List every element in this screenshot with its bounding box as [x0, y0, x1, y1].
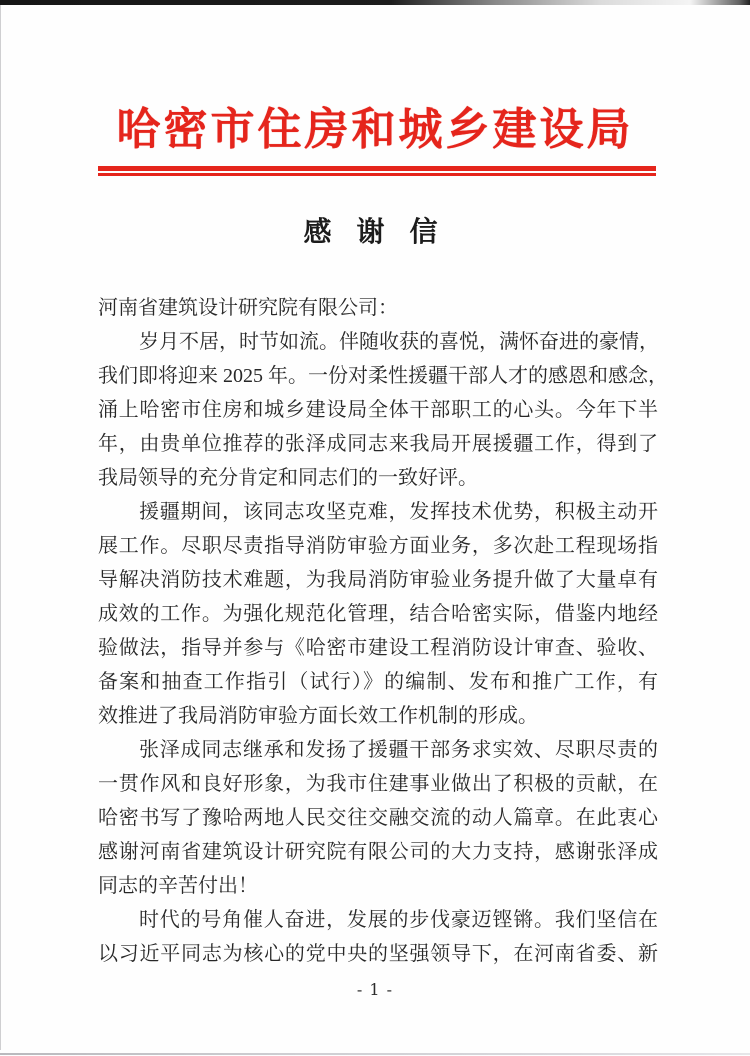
scan-top-edge-artifact — [0, 0, 750, 5]
letterhead-org-title: 哈密市住房和城乡建设局 — [116, 105, 634, 154]
page-number: - 1 - — [356, 980, 394, 999]
body-line: 一贯作风和良好形象，为我市住建事业做出了积极的贡献，在 — [98, 773, 658, 795]
letterhead-double-rule — [98, 166, 656, 176]
body-line: 岁月不居，时节如流。伴随收获的喜悦，满怀奋进的豪情， — [139, 331, 659, 353]
body-line: 年，由贵单位推荐的张泽成同志来我局开展援疆工作，得到了 — [98, 433, 658, 455]
body-line: 我局领导的充分肯定和同志们的一致好评。 — [98, 467, 478, 489]
body-line: 涌上哈密市住房和城乡建设局全体干部职工的心头。今年下半 — [98, 399, 658, 421]
scan-left-edge-artifact — [0, 5, 1, 1050]
body-line: 展工作。尽职尽责指导消防审验方面业务，多次赴工程现场指 — [98, 535, 658, 557]
letter-body — [98, 291, 668, 971]
body-line: 效推进了我局消防审验方面长效工作机制的形成。 — [98, 705, 538, 727]
body-line: 哈密书写了豫哈两地人民交往交融交流的动人篇章。在此衷心 — [98, 807, 658, 829]
body-line: 验做法，指导并参与《哈密市建设工程消防设计审查、验收、 — [98, 637, 658, 659]
document-title: 感 谢 信 — [303, 217, 447, 248]
body-line: 时代的号角催人奋进，发展的步伐豪迈铿锵。我们坚信在 — [139, 909, 658, 931]
body-line: 同志的辛苦付出！ — [98, 875, 258, 897]
body-line: 导解决消防技术难题，为我局消防审验业务提升做了大量卓有 — [98, 569, 658, 591]
body-line: 成效的工作。为强化规范化管理，结合哈密实际，借鉴内地经 — [98, 603, 658, 625]
rule-thin-line — [98, 173, 656, 176]
body-line: 备案和抽查工作指引（试行）》的编制、发布和推广工作，有 — [98, 671, 658, 693]
body-line: 感谢河南省建筑设计研究院有限公司的大力支持，感谢张泽成 — [98, 841, 658, 863]
body-line: 张泽成同志继承和发扬了援疆干部务求实效、尽职尽责的 — [139, 739, 658, 761]
scan-bottom-edge-artifact — [0, 1053, 750, 1055]
body-line: 河南省建筑设计研究院有限公司： — [98, 297, 398, 319]
body-line: 以习近平同志为核心的党中央的坚强领导下，在河南省委、新 — [98, 943, 658, 965]
body-line: 援疆期间，该同志攻坚克难，发挥技术优势，积极主动开 — [139, 501, 658, 523]
body-line: 我们即将迎来 2025 年。一份对柔性援疆干部人才的感恩和感念， — [98, 365, 668, 387]
